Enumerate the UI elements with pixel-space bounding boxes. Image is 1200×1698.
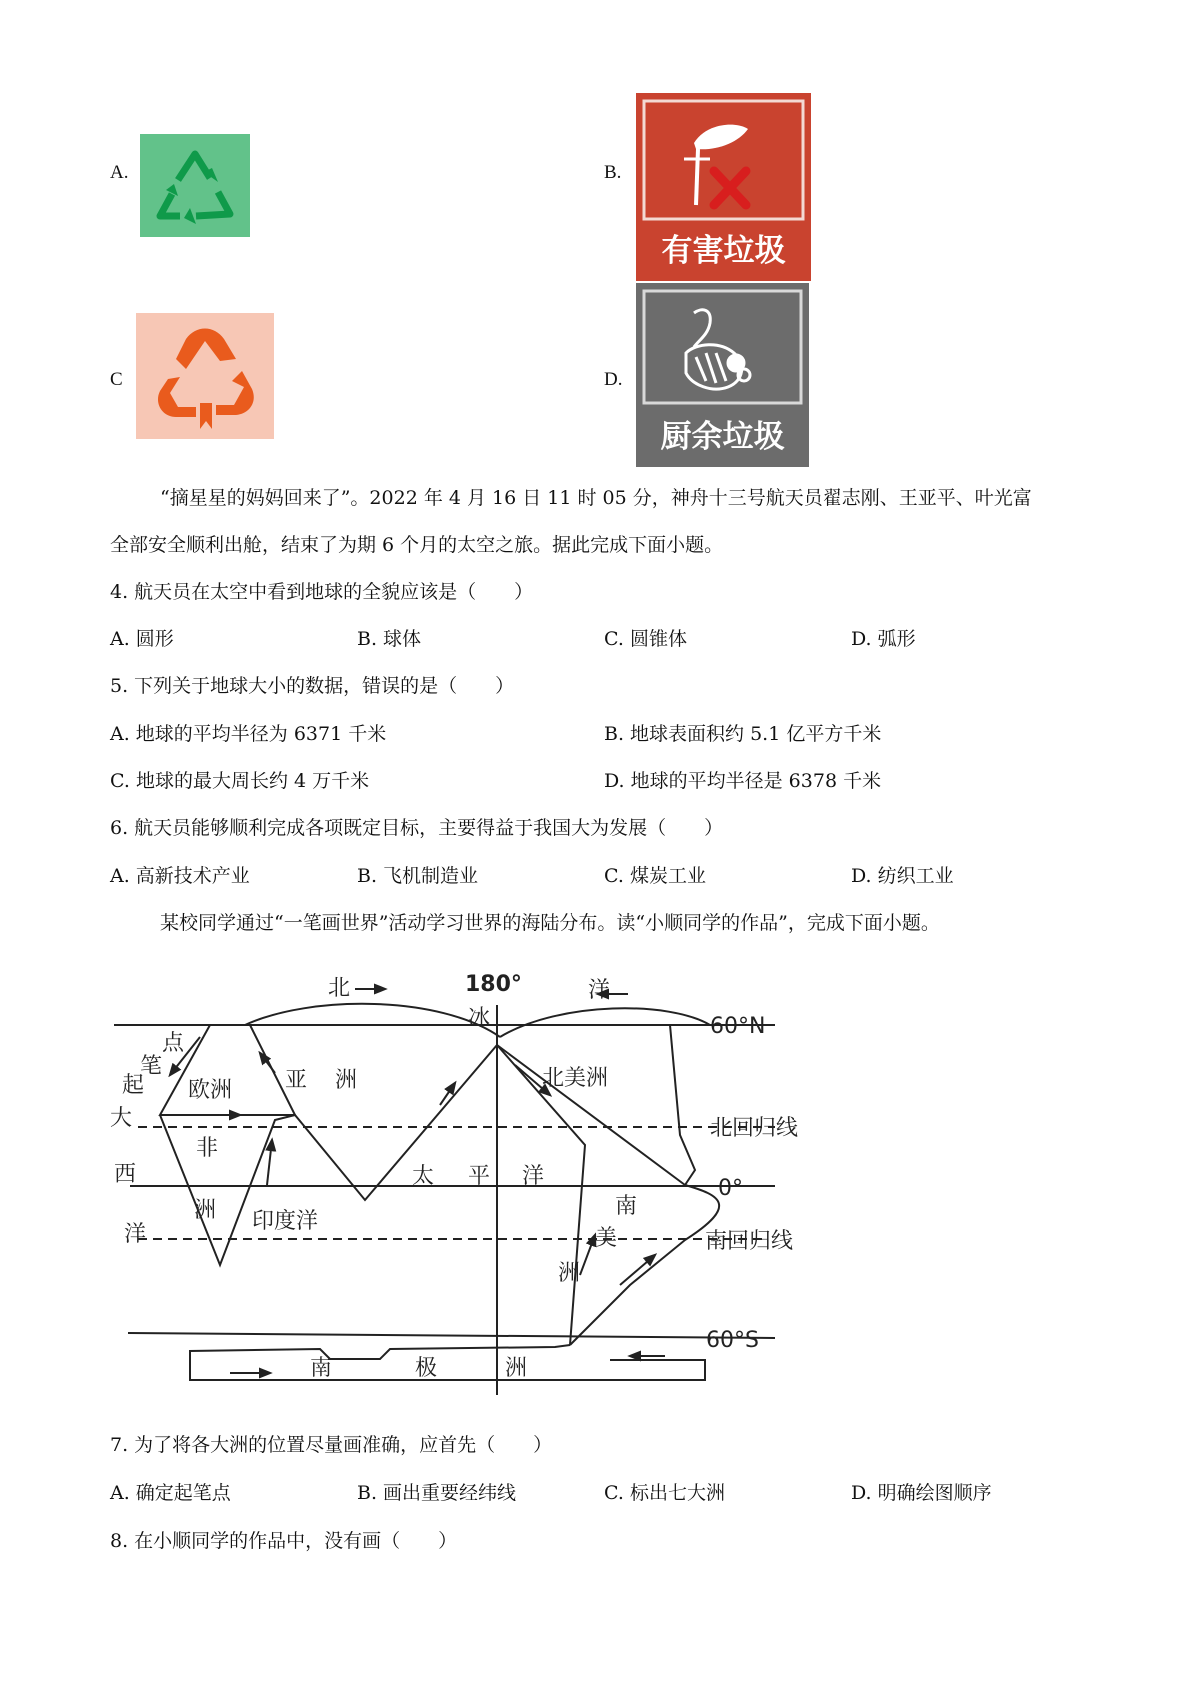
label-asia-1: 亚 (285, 1068, 308, 1093)
q6-option-b[interactable]: B. 飞机制造业 (357, 865, 479, 887)
label-pacific-1: 太 (412, 1164, 435, 1189)
label-arctic-1: 北 (328, 976, 351, 1001)
cross-icon (714, 171, 746, 205)
option-d-letter: D. (604, 369, 623, 390)
q8-stem: 8. 在小顺同学的作品中，没有画（ ） (110, 1530, 458, 1552)
recycle-green-icon (140, 134, 250, 237)
line-60s (128, 1333, 775, 1338)
label-ant-3: 洲 (505, 1356, 528, 1381)
recycle-orange-icon (136, 313, 274, 439)
label-atlantic-2: 西 (114, 1162, 137, 1187)
q5-option-a[interactable]: A. 地球的平均半径为 6371 千米 (110, 723, 387, 745)
q4-option-b[interactable]: B. 球体 (357, 628, 422, 650)
hazardous-waste-label: 有害垃圾 (661, 233, 786, 269)
q5-option-b[interactable]: B. 地球表面积约 5.1 亿平方千米 (604, 723, 882, 745)
label-tropic-n: 北回归线 (710, 1116, 799, 1141)
q5-option-d[interactable]: D. 地球的平均半径是 6378 千米 (604, 770, 882, 792)
fish-bone-icon (686, 310, 750, 389)
label-60n: 60°N (710, 1014, 766, 1039)
label-pacific-2: 平 (468, 1164, 491, 1189)
label-ant-1: 南 (310, 1356, 333, 1381)
q4-option-d[interactable]: D. 弧形 (851, 628, 916, 650)
passage2-line: 某校同学通过“一笔画世界”活动学习世界的海陆分布。读“小顺同学的作品”，完成下面小题。 (160, 912, 940, 934)
passage1-line1: “摘星星的妈妈回来了”。2022 年 4 月 16 日 11 时 05 分，神舟十三号航天员翟志刚、王亚平、叶光富 (160, 487, 1032, 509)
label-africa-1: 非 (196, 1136, 219, 1161)
label-sa-2: 美 (595, 1226, 618, 1251)
q5-option-c[interactable]: C. 地球的最大周长约 4 万千米 (110, 770, 370, 792)
q6-stem: 6. 航天员能够顺利完成各项既定目标，主要得益于我国大为发展（ ） (110, 817, 724, 839)
kitchen-waste-sign (636, 283, 809, 467)
label-asia-2: 洲 (335, 1068, 358, 1093)
label-atlantic-3: 洋 (124, 1222, 147, 1247)
option-a-letter: A. (110, 162, 129, 183)
label-ant-2: 极 (415, 1356, 438, 1381)
label-tropic-s: 南回归线 (705, 1229, 794, 1254)
passage1-line2: 全部安全顺利出舱，结束了为期 6 个月的太空之旅。据此完成下面小题。 (110, 534, 724, 556)
label-start-2: 笔 (140, 1054, 163, 1079)
q6-option-c[interactable]: C. 煤炭工业 (604, 865, 706, 887)
q7-stem: 7. 为了将各大洲的位置尽量画准确，应首先（ ） (110, 1434, 553, 1456)
label-indian-ocean: 印度洋 (252, 1209, 319, 1234)
q7-option-d[interactable]: D. 明确绘图顺序 (851, 1482, 992, 1504)
q7-option-c[interactable]: C. 标出七大洲 (604, 1482, 725, 1504)
q4-stem: 4. 航天员在太空中看到地球的全貌应该是（ ） (110, 581, 534, 603)
q6-option-a[interactable]: A. 高新技术产业 (110, 865, 250, 887)
label-atlantic-1: 大 (110, 1106, 133, 1131)
label-start-1: 点 (162, 1031, 185, 1056)
q7-option-a[interactable]: A. 确定起笔点 (110, 1482, 231, 1504)
label-arctic-2: 冰 (468, 1006, 491, 1031)
label-sa-1: 南 (615, 1194, 638, 1219)
label-180: 180° (465, 972, 522, 997)
q6-option-d[interactable]: D. 纺织工业 (851, 865, 954, 887)
label-pacific-3: 洋 (522, 1164, 545, 1189)
one-stroke-world-map (110, 955, 910, 1415)
label-equator: 0° (718, 1176, 743, 1201)
label-europe: 欧洲 (188, 1078, 233, 1103)
option-c-letter: C (110, 369, 123, 390)
kitchen-waste-label: 厨余垃圾 (660, 419, 785, 455)
label-north-america: 北美洲 (542, 1066, 609, 1091)
q5-stem: 5. 下列关于地球大小的数据，错误的是（ ） (110, 675, 515, 697)
option-b-letter: B. (604, 162, 622, 183)
q4-option-c[interactable]: C. 圆锥体 (604, 628, 687, 650)
label-start-3: 起 (122, 1073, 145, 1098)
label-africa-2: 洲 (194, 1198, 217, 1223)
q7-option-b[interactable]: B. 画出重要经纬线 (357, 1482, 517, 1504)
q4-option-a[interactable]: A. 圆形 (110, 628, 174, 650)
label-sa-3: 洲 (558, 1261, 581, 1286)
label-60s: 60°S (706, 1328, 759, 1353)
hazardous-waste-sign (636, 93, 811, 281)
label-arctic-3: 洋 (588, 978, 611, 1003)
